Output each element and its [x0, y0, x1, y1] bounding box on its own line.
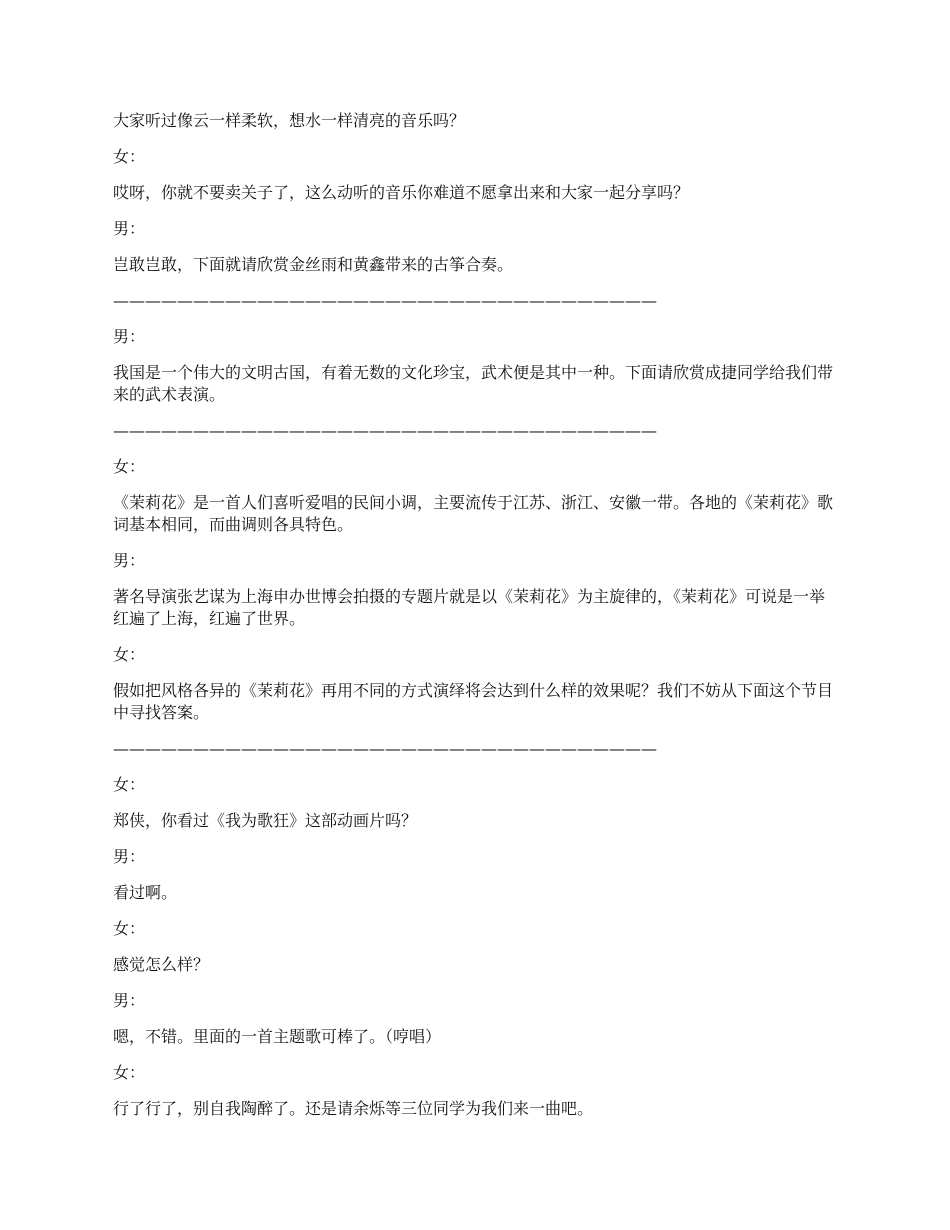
section-divider: —————————————————————————————————— [113, 421, 657, 440]
section-divider: —————————————————————————————————— [113, 739, 657, 758]
speaker-label: 男： [113, 991, 146, 1010]
paragraph: 哎呀，你就不要卖关子了，这么动听的音乐你难道不愿拿出来和大家一起分享吗？ [113, 183, 690, 202]
speaker-label: 男： [113, 551, 146, 570]
paragraph: 我国是一个伟大的文明古国，有着无数的文化珍宝，武术便是其中一种。下面请欣赏成捷同学给我们带来的武术表演。 [113, 363, 834, 404]
speaker-label: 女： [113, 919, 146, 938]
speaker-label: 男： [113, 847, 146, 866]
paragraph: 郑侠，你看过《我为歌狂》这部动画片吗？ [113, 811, 418, 830]
section-divider: —————————————————————————————————— [113, 291, 657, 310]
speaker-label: 女： [113, 457, 146, 476]
paragraph: 感觉怎么样？ [113, 955, 210, 974]
paragraph: 嗯，不错。里面的一首主题歌可棒了。（哼唱） [113, 1027, 442, 1046]
document-body [113, 110, 838, 1134]
speaker-label: 女： [113, 645, 146, 664]
paragraph: 著名导演张艺谋为上海申办世博会拍摄的专题片就是以《茉莉花》为主旋律的，《茉莉花》可说是一举红遍了上海，红遍了世界。 [113, 587, 826, 628]
paragraph: 岂敢岂敢，下面就请欣赏金丝雨和黄鑫带来的古筝合奏。 [113, 255, 514, 274]
paragraph: 大家听过像云一样柔软，想水一样清亮的音乐吗？ [113, 111, 466, 130]
paragraph: 行了行了，别自我陶醉了。还是请余烁等三位同学为我们来一曲吧。 [113, 1099, 594, 1118]
speaker-label: 女： [113, 775, 146, 794]
paragraph: 假如把风格各异的《茉莉花》再用不同的方式演绎将会达到什么样的效果呢？我们不妨从下面这个节目中寻找答案。 [113, 681, 834, 722]
paragraph: 《茉莉花》是一首人们喜听爱唱的民间小调，主要流传于江苏、浙江、安徽一带。各地的《茉莉花》歌词基本相同，而曲调则各具特色。 [113, 493, 834, 534]
paragraph: 看过啊。 [113, 883, 178, 902]
speaker-label: 女： [113, 147, 146, 166]
speaker-label: 女： [113, 1063, 146, 1082]
speaker-label: 男： [113, 219, 146, 238]
speaker-label: 男： [113, 327, 146, 346]
